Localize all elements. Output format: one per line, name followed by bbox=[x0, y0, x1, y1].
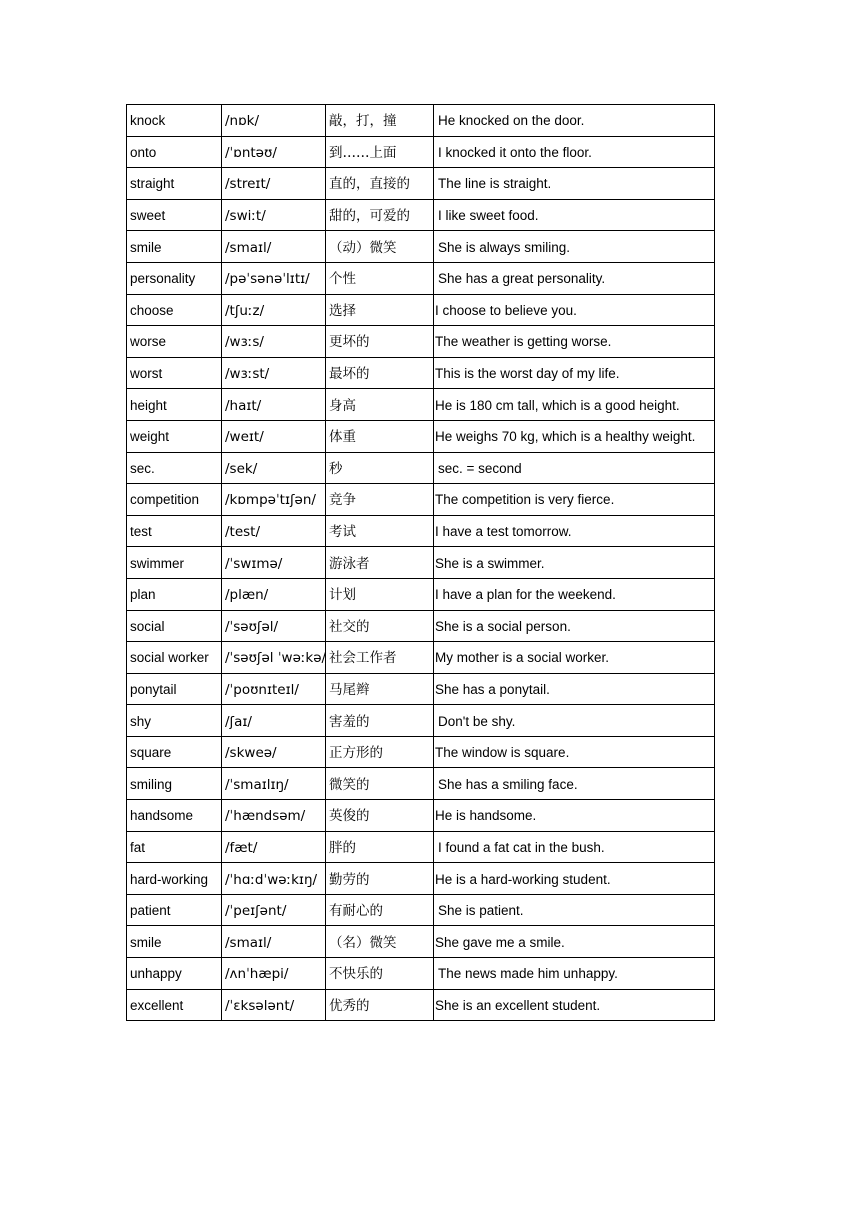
example-cell: He is a hard-working student. bbox=[434, 863, 715, 895]
example-cell: He weighs 70 kg, which is a healthy weight. bbox=[434, 420, 715, 452]
word-cell: patient bbox=[127, 894, 222, 926]
word-cell: test bbox=[127, 515, 222, 547]
example-cell: The news made him unhappy. bbox=[434, 958, 715, 990]
example-cell: The line is straight. bbox=[434, 168, 715, 200]
word-cell: handsome bbox=[127, 800, 222, 832]
example-cell: This is the worst day of my life. bbox=[434, 357, 715, 389]
table-row bbox=[127, 863, 715, 895]
meaning-cell: 有耐心的 bbox=[326, 894, 434, 926]
example-cell: She is always smiling. bbox=[434, 231, 715, 263]
table-row bbox=[127, 894, 715, 926]
example-cell: I found a fat cat in the bush. bbox=[434, 831, 715, 863]
table-row bbox=[127, 736, 715, 768]
word-cell: worst bbox=[127, 357, 222, 389]
phonetic-cell: /plæn/ bbox=[222, 578, 326, 610]
phonetic-cell: /weɪt/ bbox=[222, 420, 326, 452]
meaning-cell: 胖的 bbox=[326, 831, 434, 863]
table-row bbox=[127, 420, 715, 452]
phonetic-cell: /ˈpeɪʃənt/ bbox=[222, 894, 326, 926]
example-cell: The window is square. bbox=[434, 736, 715, 768]
table-row bbox=[127, 105, 715, 137]
table-row bbox=[127, 642, 715, 674]
table-row bbox=[127, 136, 715, 168]
meaning-cell: 个性 bbox=[326, 262, 434, 294]
table-row bbox=[127, 199, 715, 231]
meaning-cell: 敲，打，撞 bbox=[326, 105, 434, 137]
table-row bbox=[127, 578, 715, 610]
meaning-cell: 马尾辫 bbox=[326, 673, 434, 705]
example-cell: She is patient. bbox=[434, 894, 715, 926]
phonetic-cell: /ˈɒntəʊ/ bbox=[222, 136, 326, 168]
phonetic-cell: /ˈsmaɪlɪŋ/ bbox=[222, 768, 326, 800]
meaning-cell: 体重 bbox=[326, 420, 434, 452]
example-cell: The competition is very fierce. bbox=[434, 484, 715, 516]
example-cell: She is a swimmer. bbox=[434, 547, 715, 579]
meaning-cell: 计划 bbox=[326, 578, 434, 610]
phonetic-cell: /skweə/ bbox=[222, 736, 326, 768]
table-row bbox=[127, 515, 715, 547]
table-row bbox=[127, 768, 715, 800]
meaning-cell: 考试 bbox=[326, 515, 434, 547]
word-cell: social bbox=[127, 610, 222, 642]
example-cell: The weather is getting worse. bbox=[434, 326, 715, 358]
phonetic-cell: /ˈswɪmə/ bbox=[222, 547, 326, 579]
example-cell: I have a test tomorrow. bbox=[434, 515, 715, 547]
example-cell: I like sweet food. bbox=[434, 199, 715, 231]
example-cell: He knocked on the door. bbox=[434, 105, 715, 137]
word-cell: competition bbox=[127, 484, 222, 516]
word-cell: knock bbox=[127, 105, 222, 137]
phonetic-cell: /ˈhɑːdˈwəːkɪŋ/ bbox=[222, 863, 326, 895]
word-cell: personality bbox=[127, 262, 222, 294]
phonetic-cell: /haɪt/ bbox=[222, 389, 326, 421]
example-cell: She has a great personality. bbox=[434, 262, 715, 294]
table-row bbox=[127, 389, 715, 421]
meaning-cell: 最坏的 bbox=[326, 357, 434, 389]
example-cell: I knocked it onto the floor. bbox=[434, 136, 715, 168]
example-cell: She has a smiling face. bbox=[434, 768, 715, 800]
word-cell: height bbox=[127, 389, 222, 421]
example-cell: He is 180 cm tall, which is a good height. bbox=[434, 389, 715, 421]
example-cell: She has a ponytail. bbox=[434, 673, 715, 705]
word-cell: worse bbox=[127, 326, 222, 358]
meaning-cell: 微笑的 bbox=[326, 768, 434, 800]
meaning-cell: 选择 bbox=[326, 294, 434, 326]
example-cell: He is handsome. bbox=[434, 800, 715, 832]
example-cell: sec. = second bbox=[434, 452, 715, 484]
example-cell: I choose to believe you. bbox=[434, 294, 715, 326]
phonetic-cell: /ˈsəʊʃəl/ bbox=[222, 610, 326, 642]
meaning-cell: 社会工作者 bbox=[326, 642, 434, 674]
table-row bbox=[127, 168, 715, 200]
word-cell: weight bbox=[127, 420, 222, 452]
meaning-cell: 秒 bbox=[326, 452, 434, 484]
meaning-cell: 英俊的 bbox=[326, 800, 434, 832]
meaning-cell: 竞争 bbox=[326, 484, 434, 516]
meaning-cell: 正方形的 bbox=[326, 736, 434, 768]
table-row bbox=[127, 926, 715, 958]
meaning-cell: 更坏的 bbox=[326, 326, 434, 358]
table-row bbox=[127, 294, 715, 326]
meaning-cell: 甜的，可爱的 bbox=[326, 199, 434, 231]
table-row bbox=[127, 326, 715, 358]
word-cell: swimmer bbox=[127, 547, 222, 579]
table-row bbox=[127, 800, 715, 832]
meaning-cell: 身高 bbox=[326, 389, 434, 421]
phonetic-cell: /nɒk/ bbox=[222, 105, 326, 137]
word-cell: ponytail bbox=[127, 673, 222, 705]
table-row bbox=[127, 547, 715, 579]
word-cell: smiling bbox=[127, 768, 222, 800]
word-cell: hard-working bbox=[127, 863, 222, 895]
table-row bbox=[127, 831, 715, 863]
table-row bbox=[127, 262, 715, 294]
word-cell: smile bbox=[127, 926, 222, 958]
example-cell: I have a plan for the weekend. bbox=[434, 578, 715, 610]
phonetic-cell: /ˈsəʊʃəl ˈwəːkə/ bbox=[222, 642, 326, 674]
phonetic-cell: /sek/ bbox=[222, 452, 326, 484]
phonetic-cell: /ˈpoʊnɪteɪl/ bbox=[222, 673, 326, 705]
meaning-cell: 害羞的 bbox=[326, 705, 434, 737]
phonetic-cell: /wɜːs/ bbox=[222, 326, 326, 358]
table-row bbox=[127, 357, 715, 389]
word-cell: plan bbox=[127, 578, 222, 610]
phonetic-cell: /ˈɛksələnt/ bbox=[222, 989, 326, 1021]
phonetic-cell: /swiːt/ bbox=[222, 199, 326, 231]
word-cell: smile bbox=[127, 231, 222, 263]
phonetic-cell: /smaɪl/ bbox=[222, 231, 326, 263]
word-cell: social worker bbox=[127, 642, 222, 674]
word-cell: straight bbox=[127, 168, 222, 200]
example-cell: She gave me a smile. bbox=[434, 926, 715, 958]
word-cell: fat bbox=[127, 831, 222, 863]
word-cell: sweet bbox=[127, 199, 222, 231]
meaning-cell: 社交的 bbox=[326, 610, 434, 642]
example-cell: My mother is a social worker. bbox=[434, 642, 715, 674]
meaning-cell: 不快乐的 bbox=[326, 958, 434, 990]
phonetic-cell: /fæt/ bbox=[222, 831, 326, 863]
vocabulary-table-body bbox=[127, 105, 715, 1021]
phonetic-cell: /wɜːst/ bbox=[222, 357, 326, 389]
word-cell: excellent bbox=[127, 989, 222, 1021]
word-cell: square bbox=[127, 736, 222, 768]
phonetic-cell: /tʃuːz/ bbox=[222, 294, 326, 326]
table-row bbox=[127, 705, 715, 737]
word-cell: onto bbox=[127, 136, 222, 168]
table-row bbox=[127, 610, 715, 642]
meaning-cell: 到……上面 bbox=[326, 136, 434, 168]
phonetic-cell: /smaɪl/ bbox=[222, 926, 326, 958]
table-row bbox=[127, 673, 715, 705]
table-row bbox=[127, 231, 715, 263]
phonetic-cell: /ˈhændsəm/ bbox=[222, 800, 326, 832]
vocabulary-table bbox=[126, 104, 715, 1021]
table-row bbox=[127, 989, 715, 1021]
phonetic-cell: /streɪt/ bbox=[222, 168, 326, 200]
meaning-cell: 勤劳的 bbox=[326, 863, 434, 895]
table-row bbox=[127, 452, 715, 484]
phonetic-cell: /test/ bbox=[222, 515, 326, 547]
meaning-cell: 直的，直接的 bbox=[326, 168, 434, 200]
table-row bbox=[127, 484, 715, 516]
word-cell: sec. bbox=[127, 452, 222, 484]
word-cell: choose bbox=[127, 294, 222, 326]
meaning-cell: 游泳者 bbox=[326, 547, 434, 579]
example-cell: She is a social person. bbox=[434, 610, 715, 642]
example-cell: She is an excellent student. bbox=[434, 989, 715, 1021]
meaning-cell: （动）微笑 bbox=[326, 231, 434, 263]
word-cell: unhappy bbox=[127, 958, 222, 990]
phonetic-cell: /pəˈsənəˈlɪtɪ/ bbox=[222, 262, 326, 294]
word-cell: shy bbox=[127, 705, 222, 737]
phonetic-cell: /ʌnˈhæpi/ bbox=[222, 958, 326, 990]
meaning-cell: （名）微笑 bbox=[326, 926, 434, 958]
meaning-cell: 优秀的 bbox=[326, 989, 434, 1021]
table-row bbox=[127, 958, 715, 990]
phonetic-cell: /kɒmpəˈtɪʃən/ bbox=[222, 484, 326, 516]
phonetic-cell: /ʃaɪ/ bbox=[222, 705, 326, 737]
example-cell: Don't be shy. bbox=[434, 705, 715, 737]
